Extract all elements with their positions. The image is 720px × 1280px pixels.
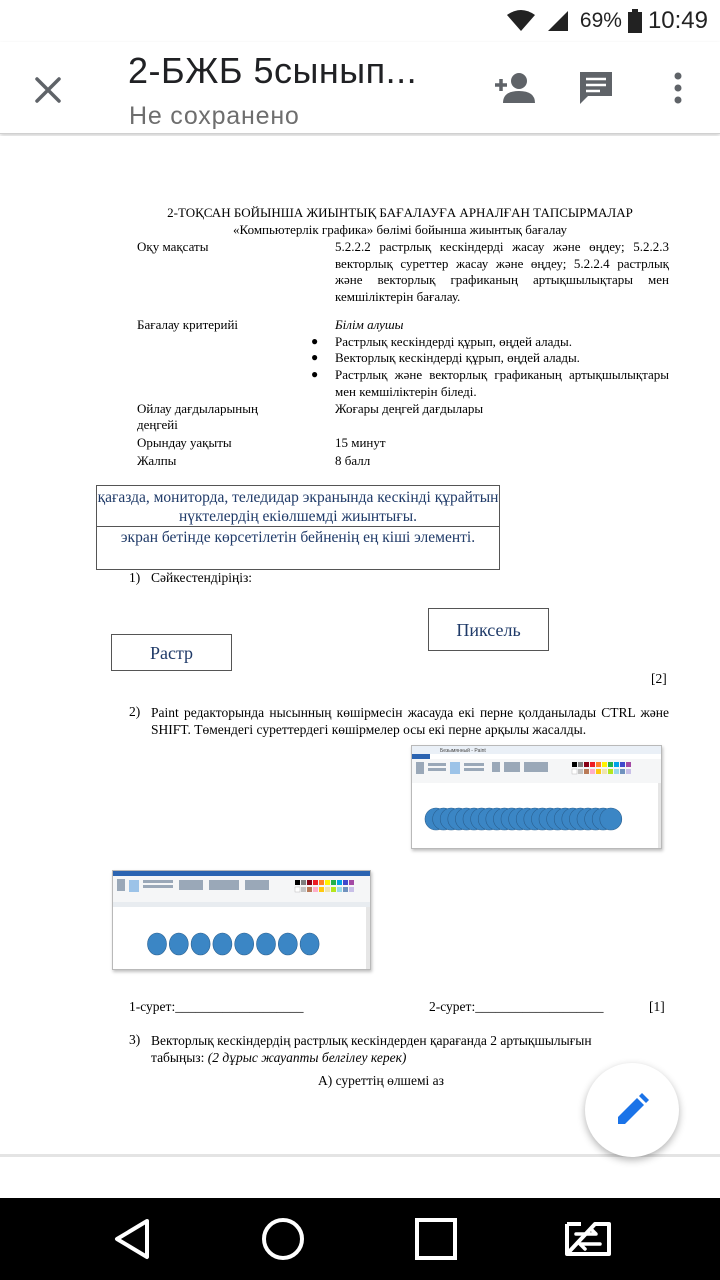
recents-button[interactable] xyxy=(411,1214,461,1264)
home-icon xyxy=(261,1217,305,1261)
more-vert-icon xyxy=(673,72,683,104)
q1-text: Сәйкестендіріңіз: xyxy=(151,570,253,585)
paint-window-title: Безымянный - Paint xyxy=(440,748,486,754)
back-button[interactable] xyxy=(106,1214,156,1264)
paint-circle xyxy=(213,933,232,955)
objective-label: Оқу мақсаты xyxy=(137,239,209,254)
paint-circle xyxy=(300,933,319,955)
definition-row: қағазда, мониторда, теледидар экранында кескінді құрайтын нүктелердің екіөлшемді жиынтығы. xyxy=(97,486,499,527)
caption-image-1: 1-сурет:___________________ xyxy=(129,999,304,1014)
thinking-value: Жоғары деңгей дағдылары xyxy=(335,401,484,416)
bullet-dot: ● xyxy=(311,367,319,381)
document-page xyxy=(0,136,720,1156)
home-button[interactable] xyxy=(258,1214,308,1264)
thinking-label-line1: Ойлау дағдыларының xyxy=(137,401,258,416)
definitions-table xyxy=(96,485,500,570)
q1-number: 1) xyxy=(129,570,141,585)
recents-icon xyxy=(415,1218,457,1260)
close-button[interactable] xyxy=(22,64,74,116)
bullet-dot: ● xyxy=(311,334,319,348)
wifi-icon xyxy=(506,9,536,33)
doc-header-line1: 2-ТОҚСАН БОЙЫНША ЖИЫНТЫҚ БАҒАЛАУҒА АРНАЛҒАН ТАПСЫРМАЛАР xyxy=(167,205,633,220)
paint-screenshot-separate xyxy=(112,870,371,970)
page-divider xyxy=(0,1154,720,1157)
q3-instruction: (2 дұрыс жауапты белгілеу керек) xyxy=(207,1050,407,1065)
navigation-bar xyxy=(0,1198,720,1280)
paint-screenshot-overlapping xyxy=(411,745,662,849)
edit-pencil-icon xyxy=(614,1092,650,1128)
paint-circle xyxy=(257,933,276,955)
back-icon xyxy=(111,1217,151,1261)
clock: 10:49 xyxy=(647,7,708,34)
more-options-button[interactable] xyxy=(654,64,702,112)
edit-fab-button[interactable] xyxy=(585,1063,679,1157)
criteria-intro: Білім алушы xyxy=(335,317,404,332)
q3-option-a: А) суреттің өлшемі аз xyxy=(318,1073,444,1088)
total-label: Жалпы xyxy=(137,453,177,468)
q2-text: Paint редакторында нысынның көшірмесін жасауда екі перне қолданылады CTRL және SHIFT. Төмендегі суреттердегі көшірмелер осы екі перне арқылы жасалды. xyxy=(151,705,669,737)
criteria-item: Векторлық кескіндерді құрып, өңдей алады. xyxy=(335,350,580,365)
close-icon xyxy=(34,76,62,104)
q2-score: [1] xyxy=(649,999,665,1014)
doc-header-line2: «Компьютерлік графика» бөлімі бойынша жиынтық бағалау xyxy=(233,222,567,237)
paint-circle xyxy=(235,933,254,955)
objective-value: 5.2.2.2 растрлық кескіндерді жасау және өңдеу; 5.2.2.3 векторлық суреттер жасау және өңдеу; 5.2.2.4 растрлық және векторлық графиканың артықшылықтары мен кемшіліктерін бағалау. xyxy=(335,239,669,304)
q2-number: 2) xyxy=(129,704,141,719)
status-bar xyxy=(0,0,720,42)
q1-score: [2] xyxy=(651,671,667,686)
time-value: 15 минут xyxy=(335,435,386,450)
thinking-label-line2: деңгейі xyxy=(137,417,178,432)
paint-circle xyxy=(600,808,622,830)
q3-text xyxy=(151,1032,641,1066)
q3-question: Векторлық кескіндердің растрлық кескіндерден қарағанда 2 артықшылығын табыңыз: xyxy=(151,1033,592,1065)
comment-icon xyxy=(578,70,614,106)
definition-row: экран бетінде көрсетілетін бейненің ең кіші элементі. xyxy=(120,529,476,546)
paint-circle xyxy=(278,933,297,955)
bullet-dot: ● xyxy=(311,350,319,364)
criteria-label: Бағалау критерийі xyxy=(137,317,239,332)
battery-icon xyxy=(628,9,642,33)
cell-signal-icon xyxy=(546,9,570,33)
document-title: 2-БЖБ 5сынып... xyxy=(128,50,418,91)
paint-circle xyxy=(191,933,210,955)
total-value: 8 балл xyxy=(335,453,371,468)
word-box-raster: Растр xyxy=(111,634,232,671)
comments-button[interactable] xyxy=(572,64,620,112)
paint-circle xyxy=(169,933,188,955)
share-button[interactable] xyxy=(490,64,538,112)
q3-number: 3) xyxy=(129,1032,141,1047)
screen-cast-icon xyxy=(563,1220,613,1258)
paint-circle xyxy=(148,933,167,955)
time-label: Орындау уақыты xyxy=(137,435,232,450)
app-bar xyxy=(0,42,720,134)
caption-image-2: 2-сурет:___________________ xyxy=(429,999,604,1014)
criteria-item: Растрлық кескіндерді құрып, өңдей алады. xyxy=(335,334,572,349)
screen-cast-button[interactable] xyxy=(563,1214,613,1264)
word-box-pixel: Пиксель xyxy=(428,608,549,651)
criteria-item: Растрлық және векторлық графиканың артықшылықтары мен кемшіліктерін біледі. xyxy=(335,367,669,399)
save-status: Не сохранено xyxy=(129,102,300,130)
battery-percent: 69% xyxy=(579,9,622,32)
add-person-icon xyxy=(493,71,535,105)
